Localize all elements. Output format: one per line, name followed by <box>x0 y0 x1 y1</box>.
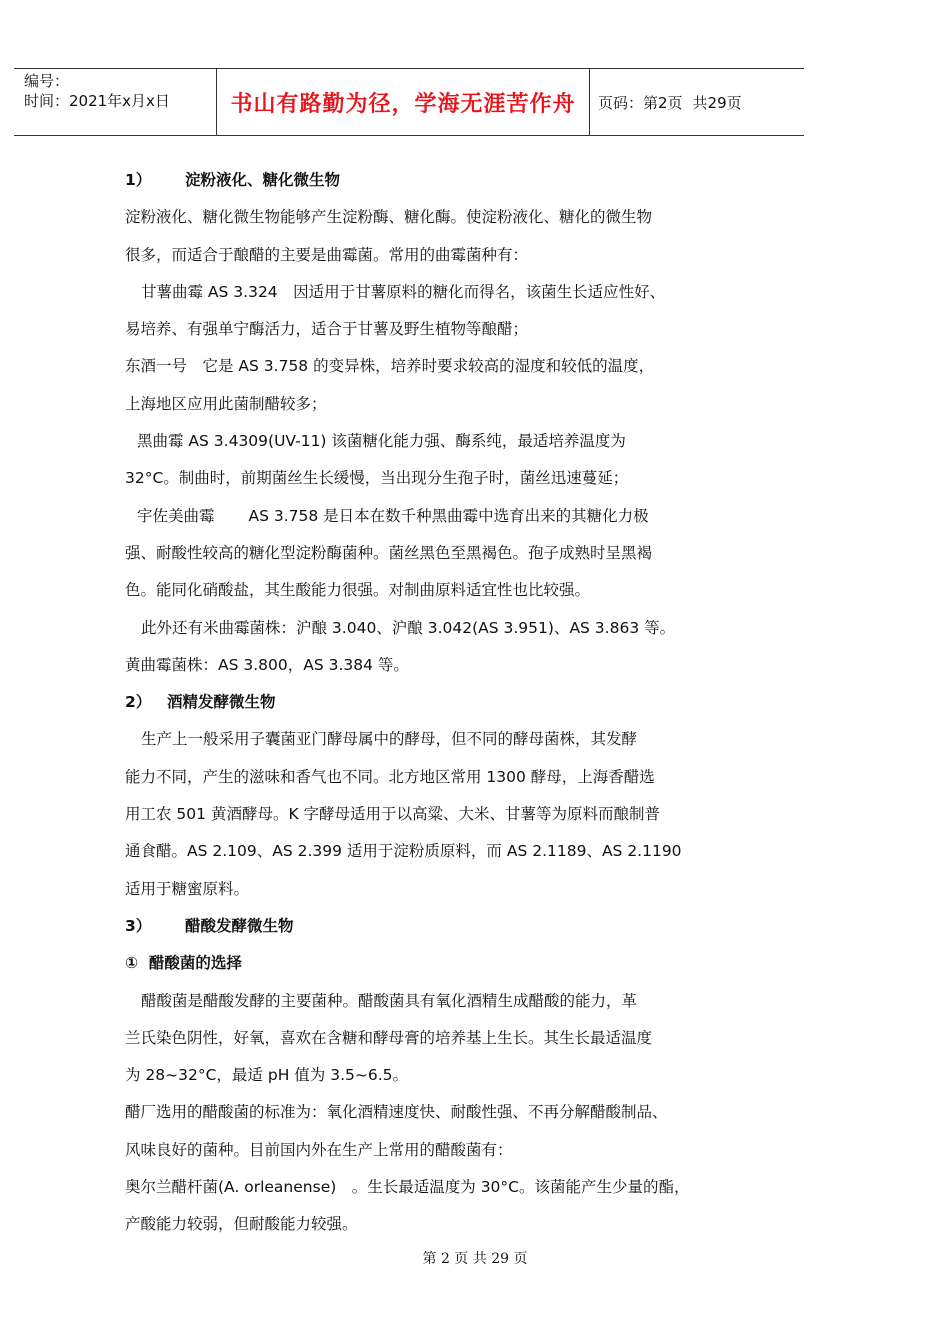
paragraph-line: 上海地区应用此菌制醋较多； <box>125 394 327 413</box>
section-number: 1） <box>125 171 152 189</box>
section-number: 2） <box>125 693 152 712</box>
paragraph-line: 东酒一号 它是 AS 3.758 的变异株，培养时要求较高的湿度和较低的温度， <box>125 357 655 376</box>
page-footer: 第 2 页 共 29 页 <box>422 1251 528 1267</box>
paragraph-line: 醋厂选用的醋酸菌的标准为：氧化酒精速度快、耐酸性强、不再分解醋酸制品、 <box>125 1103 668 1122</box>
page-label: 页码：第2页 <box>598 93 683 112</box>
paragraph-line: 甘薯曲霉 AS 3.324 因适用于甘薯原料的糖化而得名，该菌生长适应性好、 <box>141 282 666 301</box>
paragraph-line: 淀粉液化、糖化微生物能够产生淀粉酶、糖化酶。使淀粉液化、糖化的微生物 <box>125 208 653 227</box>
paragraph-line: 黑曲霉 AS 3.4309(UV-11) 该菌糖化能力强、酶系纯，最适培养温度为 <box>137 432 626 451</box>
paragraph-line: 醋酸菌是醋酸发酵的主要菌种。醋酸菌具有氧化酒精生成醋酸的能力，革 <box>141 991 638 1010</box>
paragraph-line: 此外还有米曲霉菌株：沪酿 3.040、沪酿 3.042(AS 3.951)、AS 3.863 等。 <box>141 618 676 637</box>
strain-description: AS 3.758 是日本在数千种黑曲霉中选育出来的其糖化力极 <box>248 506 649 525</box>
subsection-title: 醋酸菌的选择 <box>148 954 242 973</box>
page-header <box>14 68 804 136</box>
circled-number-1: ① <box>125 954 139 973</box>
paragraph-line: 为 28~32°C，最适 pH 值为 3.5~6.5。 <box>125 1066 408 1085</box>
time-label: 时间：2021年x月x日 <box>24 92 170 110</box>
paragraph-line: 强、耐酸性较高的糖化型淀粉酶菌种。菌丝黑色至黑褐色。孢子成熟时呈黑褐 <box>125 543 653 562</box>
section-title: 醋酸发酵微生物 <box>185 916 294 935</box>
paragraph-line: 产酸能力较弱，但耐酸能力较强。 <box>125 1215 358 1234</box>
paragraph-line: 适用于糖蜜原料。 <box>125 879 250 898</box>
section-3-heading <box>125 912 725 949</box>
paragraph-line: 能力不同，产生的滋味和香气也不同。北方地区常用 1300 酵母，上海香醋选 <box>125 767 655 786</box>
paragraph-line: 色。能同化硝酸盐，其生酸能力很强。对制曲原料适宜性也比较强。 <box>125 581 591 600</box>
total-pages-label: 共29页 <box>692 93 742 112</box>
header-meta <box>14 69 216 135</box>
paragraph-line: 兰氏染色阴性，好氧，喜欢在含糖和酵母膏的培养基上生长。其生长最适温度 <box>125 1028 653 1047</box>
paragraph-line: 通食醋。AS 2.109、AS 2.399 适用于淀粉质原料，而 AS 2.1189、AS 2.1190 <box>125 842 682 861</box>
header-page-info <box>590 69 804 135</box>
section-1-heading <box>125 166 725 203</box>
paragraph-line: 奥尔兰醋杆菌(A. orleanense) 。生长最适温度为 30°C。该菌能产生少量的酯， <box>125 1178 690 1197</box>
paragraph-line <box>125 502 725 539</box>
strain-name: 宇佐美曲霉 <box>137 506 215 525</box>
section-title: 淀粉液化、糖化微生物 <box>185 171 341 189</box>
number-label: 编号： <box>24 72 70 90</box>
paragraph-line: 黄曲霉菌株：AS 3.800，AS 3.384 等。 <box>125 655 409 674</box>
section-number: 3） <box>125 916 152 935</box>
paragraph-line: 生产上一般采用子囊菌亚门酵母属中的酵母，但不同的酵母菌株，其发酵 <box>141 730 638 749</box>
paragraph-line: 易培养、有强单宁酶活力，适合于甘薯及野生植物等酿醋； <box>125 320 529 339</box>
section-2-heading <box>125 688 725 725</box>
header-motto: 书山有路勤为径，学海无涯苦作舟 <box>216 69 590 135</box>
paragraph-line: 风味良好的菌种。目前国内外在生产上常用的醋酸菌有： <box>125 1140 513 1159</box>
subsection-heading <box>125 949 725 986</box>
paragraph-line: 32°C。制曲时，前期菌丝生长缓慢，当出现分生孢子时，菌丝迅速蔓延； <box>125 469 629 488</box>
document-body <box>125 166 725 1248</box>
section-title: 酒精发酵微生物 <box>167 693 276 712</box>
paragraph-line: 很多，而适合于酿醋的主要是曲霉菌。常用的曲霉菌种有： <box>125 245 529 264</box>
paragraph-line: 用工农 501 黄酒酵母。K 字酵母适用于以高粱、大米、甘薯等为原料而酿制普 <box>125 805 661 824</box>
